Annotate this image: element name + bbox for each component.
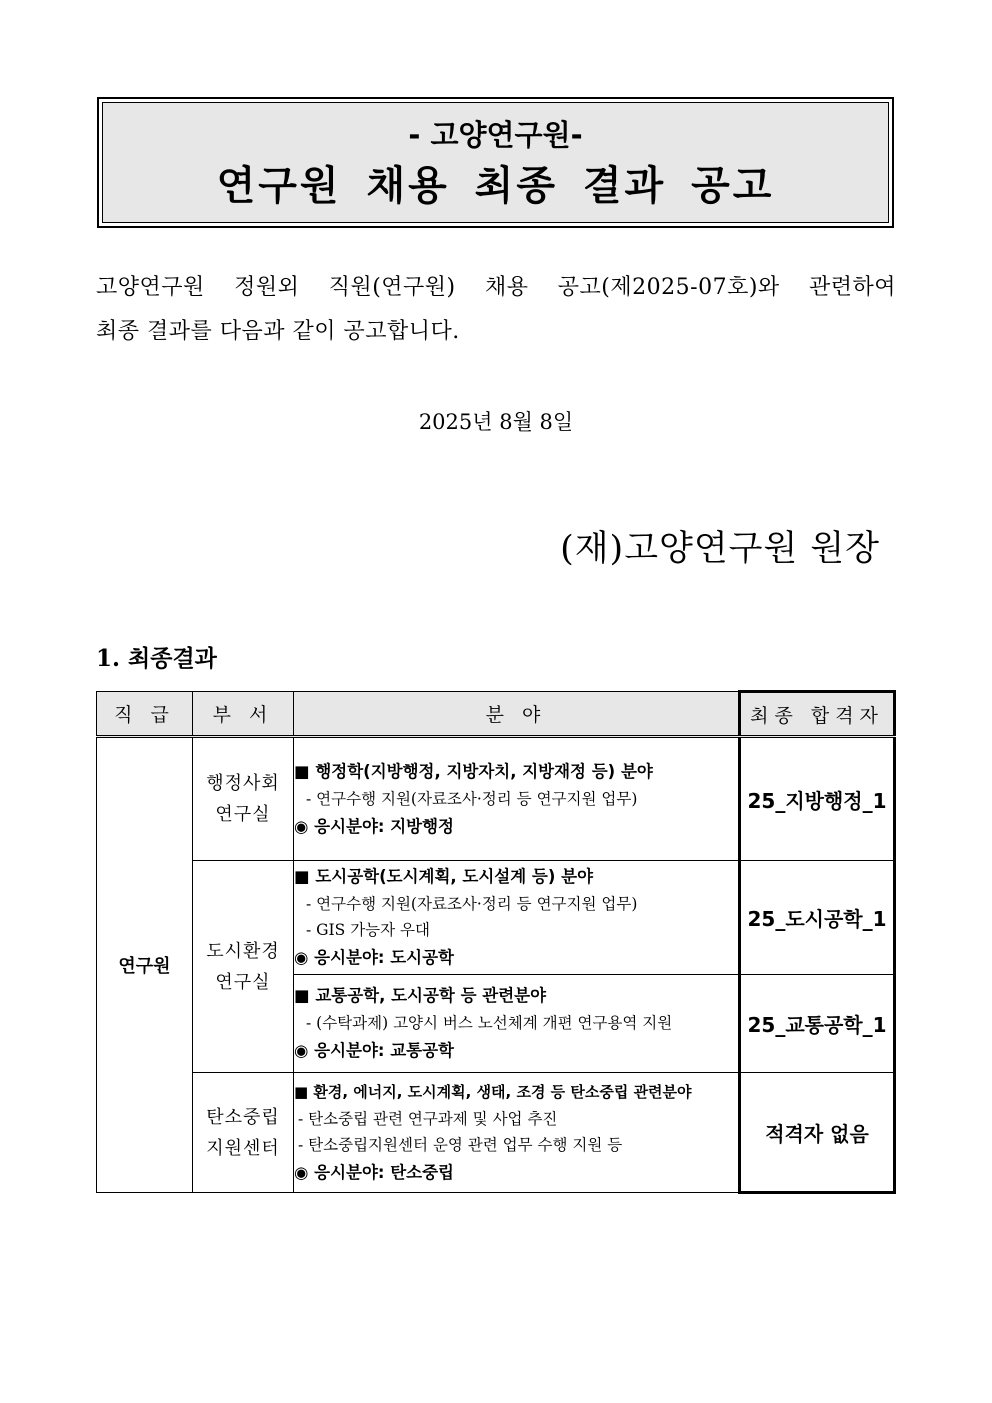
header-field: 분 야 bbox=[294, 692, 740, 737]
table-row bbox=[97, 1073, 895, 1193]
final-cell: 25_교통공학_1 bbox=[740, 975, 895, 1073]
field-cell bbox=[294, 1073, 740, 1193]
final-cell: 적격자 없음 bbox=[740, 1073, 895, 1193]
apply-field: ◉ 응시분야: 지방행정 bbox=[294, 816, 454, 836]
apply-field: ◉ 응시분야: 탄소중립 bbox=[294, 1163, 454, 1182]
result-table bbox=[96, 690, 896, 1194]
announcement-date: 2025년 8월 8일 bbox=[418, 410, 574, 434]
field-item: - 탄소중립지원센터 운영 관련 업무 수행 지원 등 bbox=[298, 1136, 623, 1154]
dept-cell bbox=[193, 1073, 294, 1193]
dept-line: 행정사회 bbox=[206, 773, 280, 794]
dept-cell bbox=[193, 737, 294, 861]
page-title: 연구원 채용 최종 결과 공고 bbox=[216, 163, 775, 209]
field-heading: ■ 환경, 에너지, 도시계획, 생태, 조경 등 탄소중립 관련분야 bbox=[294, 1083, 692, 1101]
field-item: - (수탁과제) 고양시 버스 노선체계 개편 연구용역 지원 bbox=[306, 1014, 673, 1032]
intro-paragraph bbox=[96, 266, 896, 354]
title-box bbox=[97, 97, 894, 228]
apply-field: ◉ 응시분야: 교통공학 bbox=[294, 1041, 454, 1060]
apply-field: ◉ 응시분야: 도시공학 bbox=[294, 948, 454, 967]
final-cell: 25_지방행정_1 bbox=[740, 737, 895, 861]
field-cell bbox=[294, 737, 740, 861]
field-item: - 탄소중립 관련 연구과제 및 사업 추진 bbox=[298, 1110, 558, 1128]
signer: (재)고양연구원 원장 bbox=[560, 529, 880, 569]
header-rank: 직 급 bbox=[97, 692, 193, 737]
table-row bbox=[97, 861, 895, 975]
table-header-row bbox=[97, 692, 895, 737]
dept-line: 탄소중립 bbox=[206, 1106, 280, 1128]
header-dept: 부 서 bbox=[193, 692, 294, 737]
field-heading: ■ 도시공학(도시계획, 도시설계 등) 분야 bbox=[294, 867, 594, 886]
intro-line-2: 최종 결과를 다음과 같이 공고합니다. bbox=[96, 319, 460, 344]
section-title: 1. 최종결과 bbox=[96, 645, 217, 672]
field-cell bbox=[294, 975, 740, 1073]
dept-cell bbox=[193, 861, 294, 1073]
org-subtitle: - 고양연구원- bbox=[408, 118, 583, 152]
rank-cell: 연구원 bbox=[97, 737, 193, 1193]
field-heading: ■ 교통공학, 도시공학 등 관련분야 bbox=[294, 986, 547, 1005]
field-item: - GIS 가능자 우대 bbox=[306, 921, 431, 939]
field-item: - 연구수행 지원(자료조사·정리 등 연구지원 업무) bbox=[306, 789, 638, 808]
field-heading: ■ 행정학(지방행정, 지방자치, 지방재정 등) 분야 bbox=[294, 761, 653, 781]
header-final: 최종 합격자 bbox=[740, 692, 895, 737]
field-cell bbox=[294, 861, 740, 975]
dept-line: 지원센터 bbox=[206, 1137, 280, 1159]
dept-line: 연구실 bbox=[215, 804, 271, 825]
intro-line-1: 고양연구원 정원외 직원(연구원) 채용 공고(제2025-07호)와 관련하여 bbox=[96, 275, 896, 300]
final-cell: 25_도시공학_1 bbox=[740, 861, 895, 975]
title-panel bbox=[102, 102, 889, 223]
dept-line: 도시환경 bbox=[206, 940, 280, 962]
table-row bbox=[97, 737, 895, 861]
field-item: - 연구수행 지원(자료조사·정리 등 연구지원 업무) bbox=[306, 895, 638, 913]
dept-line: 연구실 bbox=[215, 971, 271, 993]
